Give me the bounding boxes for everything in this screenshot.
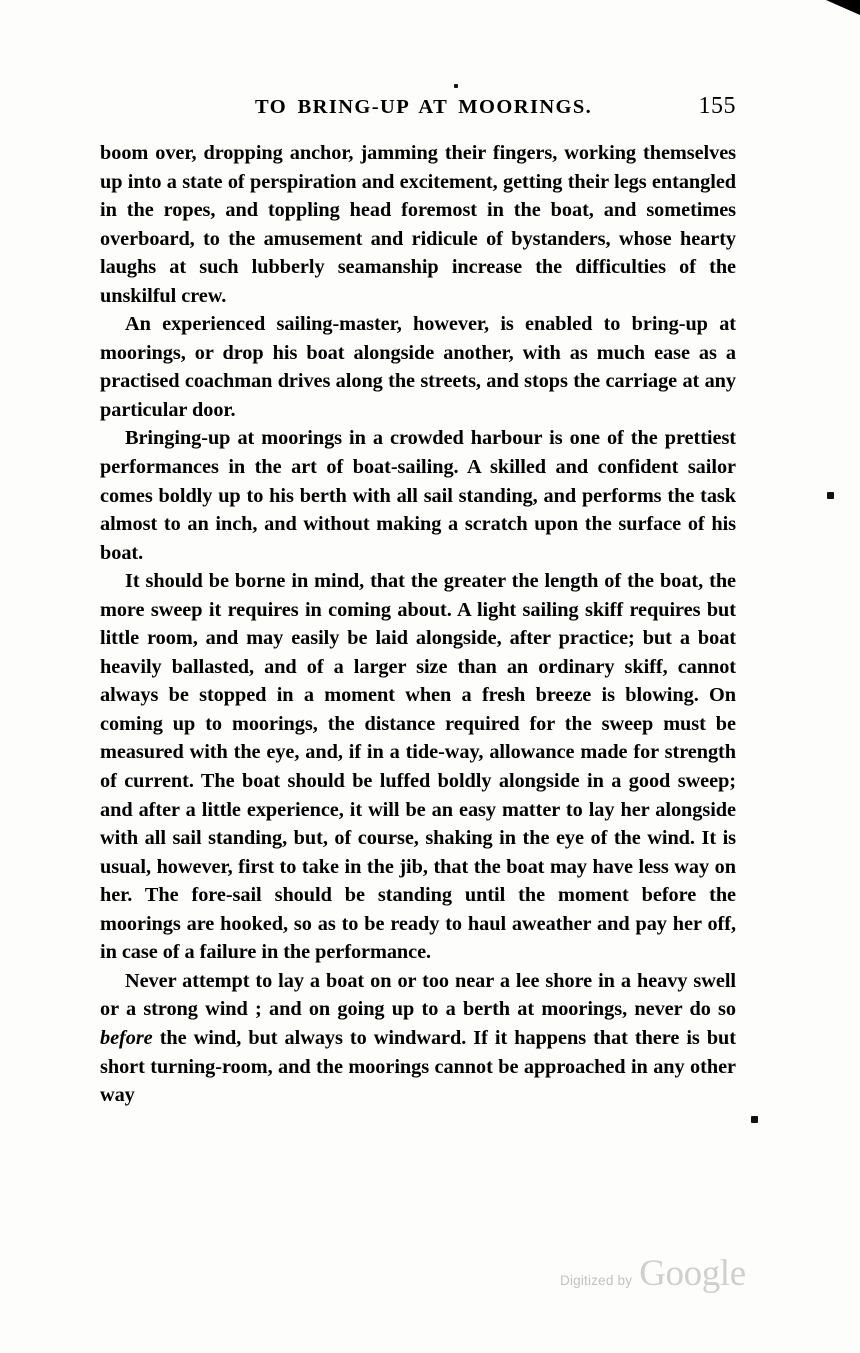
- page-number: 155: [698, 93, 736, 119]
- scan-speck-icon: [751, 1116, 758, 1123]
- watermark-prefix: Digitized by: [560, 1273, 633, 1288]
- digitization-watermark: [560, 1252, 746, 1295]
- paragraph: boom over, dropping anchor, jamming their fingers, working themselves up into a state of perspiration and excitement, getting their legs entangled in the ropes, and toppling head foremost in the boat, and sometimes overboard, to the amusement and ridicule of bystanders, whose hearty laughs at such lubberly seamanship increase the difficulties of the unskilful crew.: [100, 142, 736, 307]
- watermark-brand: Google: [639, 1253, 746, 1294]
- emphasised-text: before: [100, 1026, 153, 1049]
- plain-text: the wind, but always to windward. If it happens that there is but short turning-room, and the moorings cannot be approached in any other way: [100, 1026, 736, 1107]
- running-head-title: TO BRING-UP AT MOORINGS.: [255, 96, 593, 118]
- paragraph: Bringing-up at moorings in a crowded harbour is one of the prettiest performances in the art of boat-sailing. A skilled and confident sailor comes boldly up to his berth with all sail standing, and performs the task almost to an inch, and without making a scratch upon the surface of his boat.: [100, 427, 736, 564]
- scan-speck-icon: [827, 492, 834, 499]
- paragraph: It should be borne in mind, that the greater the length of the boat, the more sweep it requires in coming about. A light sailing skiff requires but little room, and may easily be laid alongside, after practice; but a boat heavily ballasted, and of a larger size than an ordinary skiff, cannot always be stopped in a moment when a fresh breeze is blowing. On coming up to moorings, the distance required for the sweep must be measured with the eye, and, if in a tide-way, allowance made for strength of current. The boat should be luffed boldly alongside in a good sweep; and after a little experience, it will be an easy matter to lay her alongside with all sail standing, but, of course, shaking in the eye of the wind. It is usual, however, first to take in the jib, that the boat may have less way on her. The fore-sail should be standing until the moment before the moorings are hooked, so as to be ready to haul aweather and pay her off, in case of a failure in the performance.: [100, 570, 736, 964]
- paragraph: [100, 967, 736, 1110]
- scan-corner-artifact: [826, 0, 860, 15]
- running-head: [100, 93, 736, 120]
- body-text-column: [100, 139, 736, 1110]
- scan-speck-icon: [454, 84, 458, 88]
- plain-text: Never attempt to lay a boat on or too near a lee shore in a heavy swell or a strong wind ; and on going up to a berth at moorings, never do so: [100, 969, 736, 1021]
- paragraph: An experienced sailing-master, however, is enabled to bring-up at moorings, or drop his boat alongside another, with as much ease as a practised coachman drives along the streets, and stops the carriage at any particular door.: [100, 313, 736, 421]
